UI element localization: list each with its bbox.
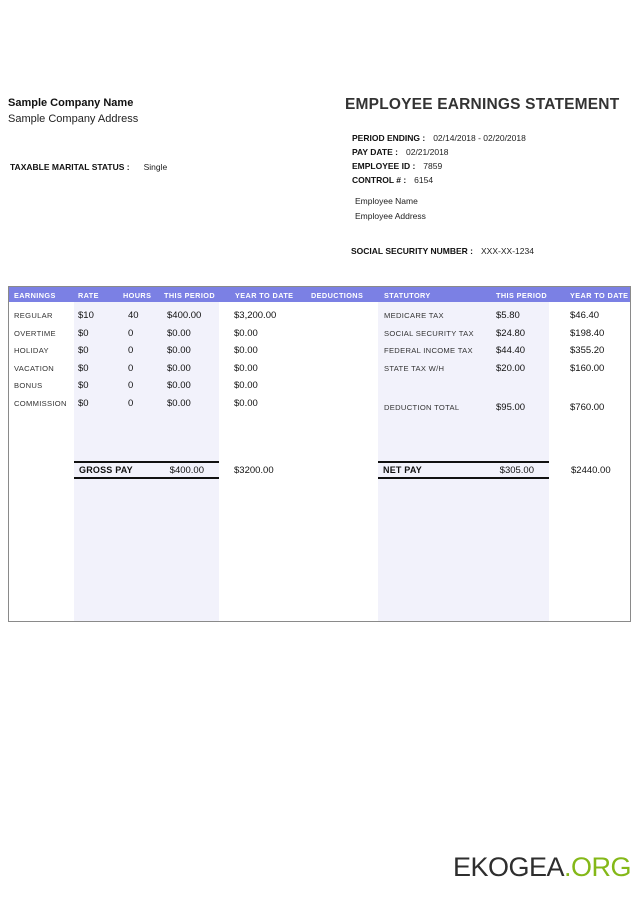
marital-status-label: TAXABLE MARITAL STATUS : — [10, 162, 130, 172]
earnings-row-label: OVERTIME — [14, 329, 56, 338]
earnings-table — [8, 286, 631, 622]
statutory-row-this-period: $5.80 — [496, 310, 520, 321]
earnings-row-this-period: $0.00 — [167, 380, 191, 391]
deduction-total-label: DEDUCTION TOTAL — [384, 403, 460, 412]
gross-pay-this-period: $400.00 — [169, 464, 204, 476]
statutory-row-this-period: $24.80 — [496, 328, 526, 339]
employee-name: Employee Name — [355, 196, 418, 206]
table-row — [9, 328, 630, 340]
header-year-to-date-2: YEAR TO DATE — [570, 291, 629, 300]
earnings-row-hours: 0 — [128, 363, 134, 374]
ssn-value: XXX-XX-1234 — [481, 246, 534, 256]
earnings-row-this-period: $400.00 — [167, 310, 202, 321]
earnings-row-ytd: $0.00 — [234, 398, 258, 409]
marital-status-row — [10, 162, 167, 172]
statutory-row-label: MEDICARE TAX — [384, 311, 444, 320]
employee-id-label: EMPLOYEE ID : — [352, 161, 416, 171]
earnings-row-ytd: $0.00 — [234, 363, 258, 374]
earnings-row-label: HOLIDAY — [14, 346, 49, 355]
earnings-row-label: BONUS — [14, 381, 43, 390]
company-name: Sample Company Name — [8, 97, 134, 109]
earnings-row-hours: 0 — [128, 345, 134, 356]
earnings-row-rate: $0 — [78, 363, 89, 374]
pay-date-value: 02/21/2018 — [405, 147, 449, 157]
earnings-row-label: REGULAR — [14, 311, 53, 320]
table-row — [9, 380, 630, 392]
period-ending-label: PERIOD ENDING : — [352, 133, 426, 143]
net-pay-this-period: $305.00 — [499, 464, 534, 476]
earnings-row-rate: $0 — [78, 380, 89, 391]
earnings-row-rate: $0 — [78, 398, 89, 409]
statutory-row-ytd: $198.40 — [570, 328, 605, 339]
gross-pay-label: GROSS PAY — [79, 465, 133, 475]
ssn-label: SOCIAL SECURITY NUMBER : — [351, 246, 474, 256]
earnings-row-hours: 0 — [128, 398, 134, 409]
net-pay-ytd: $2440.00 — [571, 465, 611, 476]
control-number-value: 6154 — [414, 175, 434, 185]
gross-pay-ytd: $3200.00 — [234, 465, 274, 476]
statutory-row-ytd: $355.20 — [570, 345, 605, 356]
ssn-row — [351, 246, 534, 256]
header-deductions: DEDUCTIONS — [311, 291, 364, 300]
employee-id-value: 7859 — [423, 161, 443, 171]
header-this-period: THIS PERIOD — [164, 291, 216, 300]
earnings-row-label: COMMISSION — [14, 399, 67, 408]
earnings-row-rate: $0 — [78, 328, 89, 339]
earnings-row-hours: 0 — [128, 328, 134, 339]
earnings-row-hours: 40 — [128, 310, 139, 321]
earnings-row-hours: 0 — [128, 380, 134, 391]
header-year-to-date: YEAR TO DATE — [235, 291, 294, 300]
statutory-row-ytd: $46.40 — [570, 310, 600, 321]
marital-status-value: Single — [143, 162, 168, 172]
earnings-row-this-period: $0.00 — [167, 345, 191, 356]
statutory-row-label: FEDERAL INCOME TAX — [384, 346, 473, 355]
earnings-row-this-period: $0.00 — [167, 328, 191, 339]
earnings-row-ytd: $3,200.00 — [234, 310, 277, 321]
gross-pay-box — [74, 461, 219, 479]
table-row — [9, 310, 630, 322]
company-address: Sample Company Address — [8, 113, 139, 125]
earnings-row-ytd: $0.00 — [234, 380, 258, 391]
net-pay-label: NET PAY — [383, 465, 422, 475]
employee-id-row — [352, 161, 442, 171]
period-ending-value: 02/14/2018 - 02/20/2018 — [433, 133, 526, 143]
earnings-row-label: VACATION — [14, 364, 55, 373]
header-earnings: EARNINGS — [14, 291, 56, 300]
header-this-period-2: THIS PERIOD — [496, 291, 548, 300]
earnings-row-rate: $0 — [78, 345, 89, 356]
pay-date-label: PAY DATE : — [352, 147, 398, 157]
statutory-row-label: STATE TAX W/H — [384, 364, 445, 373]
deduction-total-this-period: $95.00 — [496, 402, 526, 413]
pay-date-row — [352, 147, 449, 157]
earnings-row-rate: $10 — [78, 310, 94, 321]
statutory-row-label: SOCIAL SECURITY TAX — [384, 329, 474, 338]
deduction-total-row — [9, 402, 630, 414]
period-ending-row — [352, 133, 526, 143]
brand-suffix: .ORG — [563, 852, 631, 882]
statutory-row-this-period: $44.40 — [496, 345, 526, 356]
header-statutory: STATUTORY — [384, 291, 431, 300]
statutory-row-this-period: $20.00 — [496, 363, 526, 374]
page-title: EMPLOYEE EARNINGS STATEMENT — [345, 96, 620, 113]
control-number-row — [352, 175, 433, 185]
control-number-label: CONTROL # : — [352, 175, 407, 185]
header-hours: HOURS — [123, 291, 152, 300]
brand-name: EKOGEA — [452, 852, 564, 882]
header-rate: RATE — [78, 291, 99, 300]
statutory-row-ytd: $160.00 — [570, 363, 605, 374]
table-row — [9, 345, 630, 357]
table-row — [9, 363, 630, 375]
earnings-row-this-period: $0.00 — [167, 398, 191, 409]
earnings-row-ytd: $0.00 — [234, 328, 258, 339]
earnings-row-this-period: $0.00 — [167, 363, 191, 374]
deduction-total-ytd: $760.00 — [570, 402, 605, 413]
net-pay-box — [378, 461, 549, 479]
employee-address: Employee Address — [355, 211, 426, 221]
brand-logo — [0, 852, 631, 883]
table-header-bar — [9, 287, 630, 302]
earnings-row-ytd: $0.00 — [234, 345, 258, 356]
